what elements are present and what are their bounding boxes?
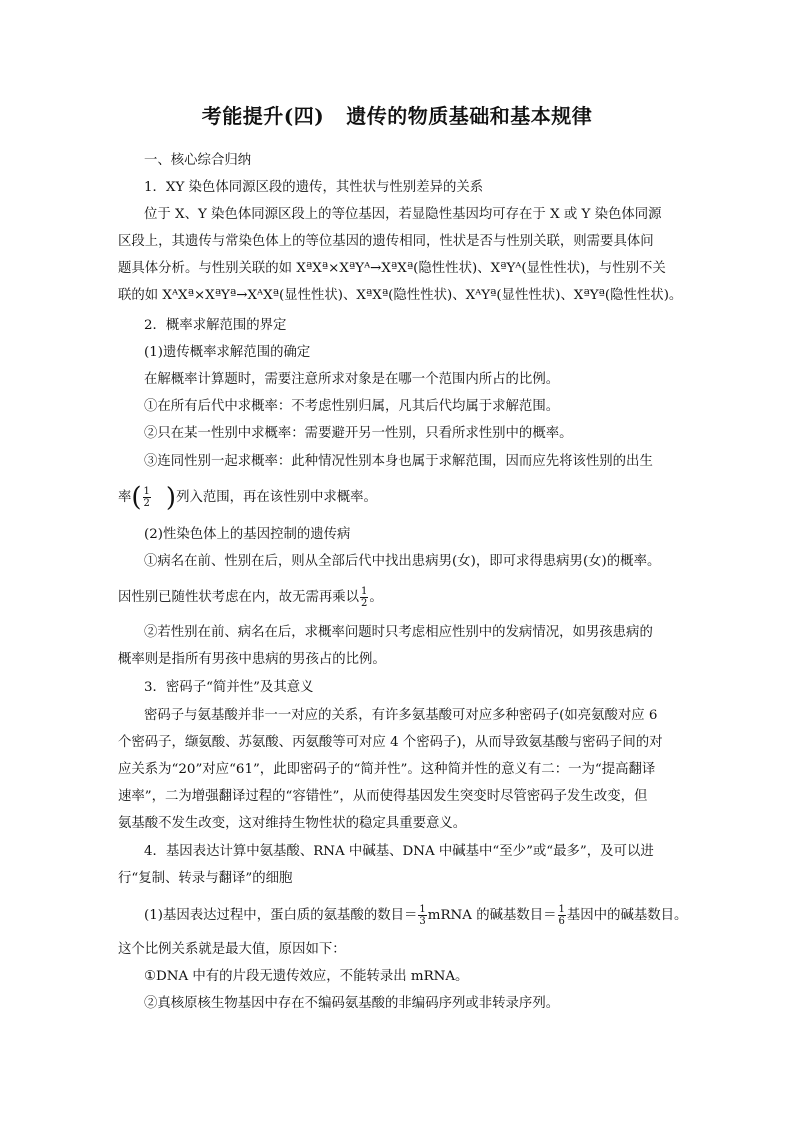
fraction-sixth: $\frac{1}{6}$	[558, 904, 565, 927]
paragraph-line: 区段上，其遗传与常染色体上的等位基因的遗传相同，性状是否与性别关联，则需要具体问	[118, 234, 654, 249]
text-fragment: mRNA 的碱基数目＝	[427, 908, 557, 923]
text-fragment: 列入范围，再在该性别中求概率。	[176, 490, 377, 505]
section-3-heading: 3．密码子“简并性”及其意义	[144, 680, 314, 695]
paragraph-line: ③连同性别一起求概率：此种情况性别本身也属于求解范围，因而应先将该性别的出生	[144, 454, 653, 469]
section-4-heading-cont: 行“复制、转录与翻译”的细胞	[118, 871, 293, 886]
text-fragment: (1)基因表达过程中，蛋白质的氨基酸的数目＝	[144, 908, 418, 923]
paragraph-line: 密码子与氨基酸并非一一对应的关系，有许多氨基酸可对应多种密码子(如亮氨酸对应 6	[144, 708, 658, 723]
fraction-half: $\frac{1}{2}$	[143, 486, 150, 509]
paragraph-line: 概率则是指所有男孩中患病的男孩占的比例。	[118, 652, 386, 667]
text-fragment: 。	[369, 590, 383, 605]
text-fragment: 因性别已随性状考虑在内，故无需再乘以	[118, 590, 360, 605]
paragraph-line-with-fraction	[118, 482, 377, 513]
section-1-heading: 1．XY 染色体同源区段的遗传，其性状与性别差异的关系	[144, 180, 484, 195]
paragraph-line: ①在所有后代中求概率：不考虑性别归属，凡其后代均属于求解范围。	[144, 399, 560, 414]
paragraph-line: 个密码子，缬氨酸、苏氨酸、丙氨酸等可对应 4 个密码子)，从而导致氨基酸与密码子间的对	[118, 735, 663, 750]
text-fragment: 率	[118, 490, 132, 505]
paragraph-line: 位于 X、Y 染色体同源区段上的等位基因，若显隐性基因均可存在于 X 或 Y 染色体同源	[144, 207, 662, 222]
section-4-heading: 4．基因表达计算中氨基酸、RNA 中碱基、DNA 中碱基中“至少”或“最多”，及可以进	[144, 844, 654, 859]
paragraph-line: 氨基酸不发生改变，这对维持生物性状的稳定具重要意义。	[118, 816, 467, 831]
fraction-third: $\frac{1}{3}$	[419, 904, 426, 927]
right-paren: )	[165, 482, 177, 513]
paragraph-line: ②真核原核生物基因中存在不编码氨基酸的非编码序列或非转录序列。	[144, 996, 560, 1011]
fraction-half: $\frac{1}{2}$	[361, 586, 368, 609]
subsection-2-1-heading: (1)遗传概率求解范围的确定	[144, 345, 311, 360]
paragraph-line: ②若性别在前、病名在后，求概率问题时只考虑相应性别中的发病情况，如男孩患病的	[144, 625, 653, 640]
paragraph-line: 应关系为“20”对应“61”，此即密码子的“简并性”。这种简并性的意义有二：一为“提高翻译	[118, 762, 656, 777]
paragraph-line: ①病名在前、性别在后，则从全部后代中找出患病男(女)，即可求得患病男(女)的概率。	[144, 554, 661, 569]
paragraph-line: 在解概率计算题时，需要注意所求对象是在哪一个范围内所占的比例。	[144, 372, 560, 387]
paragraph-line-with-fractions	[144, 904, 687, 927]
section-2-heading: 2．概率求解范围的界定	[144, 318, 287, 333]
title-part2: 遗传的物质基础和基本规律	[346, 104, 593, 128]
paragraph-line-with-fraction	[118, 586, 383, 609]
subsection-2-2-heading: (2)性染色体上的基因控制的遗传病	[144, 527, 351, 542]
text-fragment: 基因中的碱基数目。	[566, 908, 688, 923]
left-paren: (	[131, 482, 142, 513]
title-part1: 考能提升(四)	[201, 104, 325, 128]
paragraph-line: 这个比例关系就是最大值，原因如下：	[118, 942, 346, 957]
paragraph-line: 速率”，二为增强翻译过程的“容错性”，从而使得基因发生突变时尽管密码子发生改变，但	[118, 789, 648, 804]
paragraph-line: ①DNA 中有的片段无遗传效应，不能转录出 mRNA。	[144, 969, 469, 984]
paragraph-line: 联的如 XᴬXª×XªYª→XᴬXª(显性性状)、XªXª(隐性性状)、XᴬYª(显性性状)、XªYª(隐性性状)。	[118, 288, 683, 303]
page-title	[0, 100, 794, 129]
paragraph-line: 题具体分析。与性别关联的如 XªXª×XªYᴬ→XªXª(隐性性状)、XªYᴬ(显性性状)，与性别不关	[118, 261, 666, 276]
paragraph-line: ②只在某一性别中求概率：需要避开另一性别，只看所求性别中的概率。	[144, 426, 573, 441]
heading-core-summary: 一、核心综合归纳	[144, 153, 252, 168]
